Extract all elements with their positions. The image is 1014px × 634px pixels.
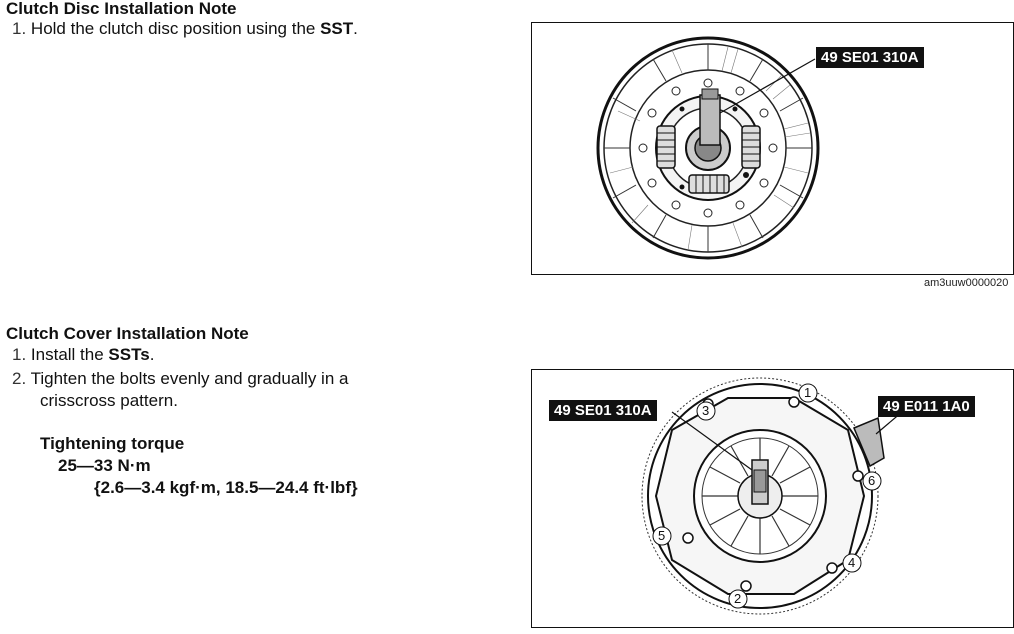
bolt-number-4: 4 — [848, 555, 856, 570]
torque-label: Tightening torque — [40, 434, 185, 453]
clutch-disc-figure — [531, 22, 1014, 275]
clutch-disc-illustration — [532, 23, 1014, 276]
sst-callout-label: 49 SE01 310A — [816, 47, 924, 68]
step-text-end: . — [353, 19, 358, 38]
bolt-number-6: 6 — [868, 473, 876, 488]
section1-title: Clutch Disc Installation Note — [6, 0, 237, 18]
sst-callout-right: 49 E011 1A0 — [878, 396, 975, 417]
bolt-number-5: 5 — [658, 528, 666, 543]
sst-callout-left: 49 SE01 310A — [549, 400, 657, 421]
section1-step-1 — [12, 19, 358, 39]
clutch-cover-figure — [531, 369, 1014, 628]
step-text-bold: SST — [320, 19, 354, 38]
section2-step-1 — [12, 345, 154, 365]
step-number: 2. — [12, 369, 27, 388]
bolt-number-3: 3 — [702, 403, 710, 418]
torque-metric: 25—33 N·m — [58, 456, 151, 475]
step-text-bold: SSTs — [108, 345, 150, 364]
step-text-end: . — [149, 345, 155, 364]
torque-imperial: {2.6—3.4 kgf·m, 18.5—24.4 ft·lbf} — [94, 478, 358, 497]
figure-code: am3uuw0000020 — [924, 277, 1009, 289]
section2-step-2 — [12, 369, 348, 389]
bolt-number-1: 1 — [804, 385, 812, 400]
section2-title: Clutch Cover Installation Note — [6, 324, 249, 343]
step-text: Tighten the bolts evenly and gradually in a — [30, 369, 349, 388]
step-number: 1. — [12, 345, 27, 364]
bolt-number-2: 2 — [734, 591, 742, 606]
section2-step-2-cont: crisscross pattern. — [40, 391, 178, 410]
step-text: Hold the clutch disc position using the — [30, 19, 321, 38]
step-number: 1. — [12, 19, 27, 38]
step-text: Install the — [30, 345, 109, 364]
